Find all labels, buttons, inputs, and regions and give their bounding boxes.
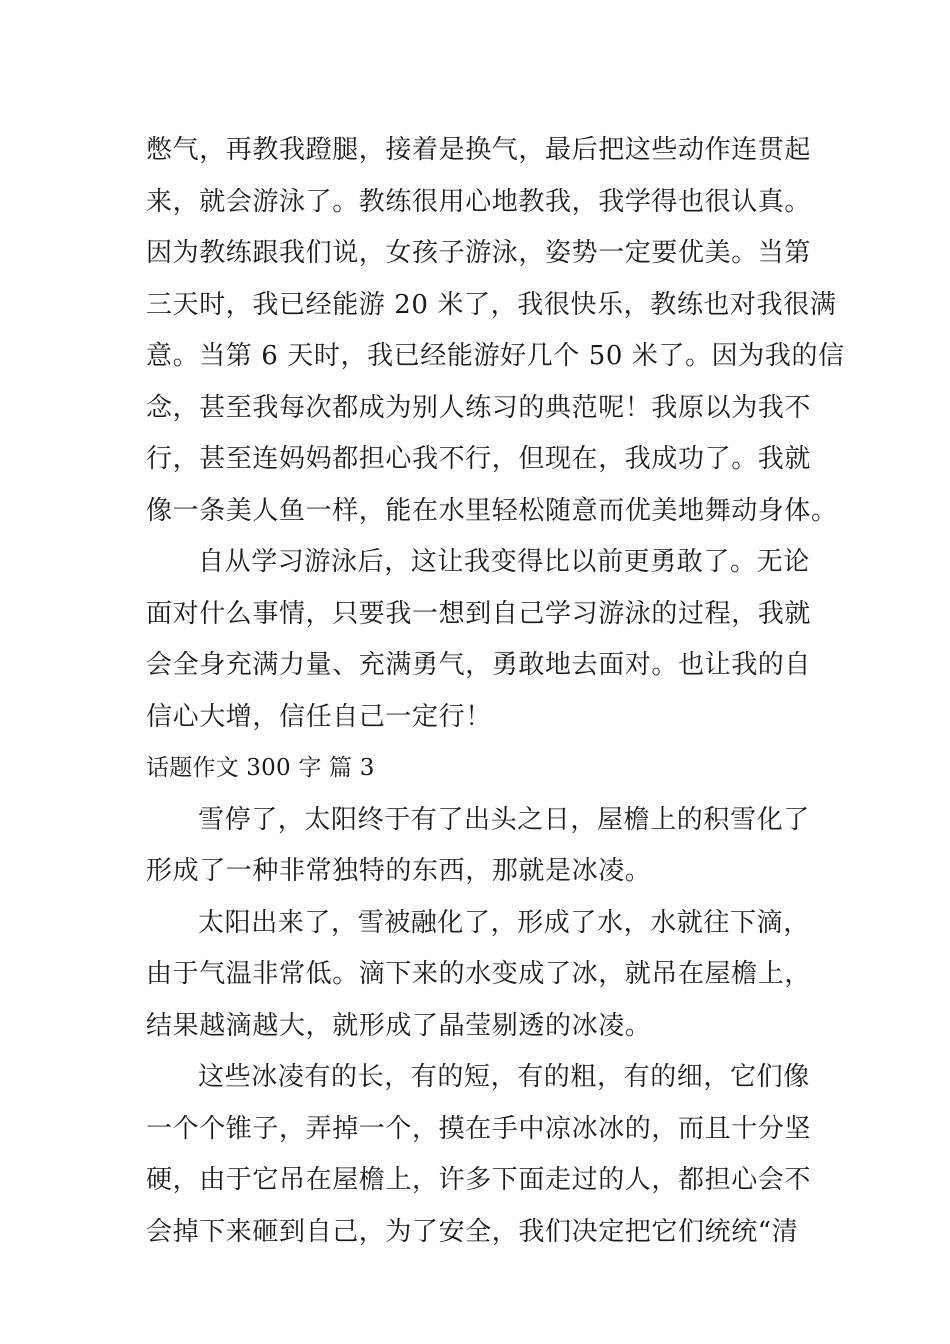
text-line: 因为教练跟我们说，女孩子游泳，姿势一定要优美。当第 [146,238,812,268]
paragraph-first-line: 雪停了，太阳终于有了出头之日，屋檐上的积雪化了 [198,805,810,835]
section-heading: 话题作文 300 字 篇 3 [146,755,375,781]
text-line: 意。当第 6 天时，我已经能游好几个 50 米了。因为我的信 [146,341,845,371]
text-line: 结果越滴越大，就形成了晶莹剔透的冰凌。 [146,1011,652,1041]
text-line: 由于气温非常低。滴下来的水变成了冰，就吊在屋檐上， [146,959,812,989]
paragraph-first-line: 太阳出来了，雪被融化了，形成了水，水就往下滴， [198,908,810,938]
paragraph-first-line: 自从学习游泳后，这让我变得比以前更勇敢了。无论 [198,547,810,577]
text-line: 三天时，我已经能游 20 米了，我很快乐，教练也对我很满 [146,290,837,320]
text-line: 来，就会游泳了。教练很用心地教我，我学得也很认真。 [146,187,812,217]
text-line: 像一条美人鱼一样，能在水里轻松随意而优美地舞动身体。 [146,496,838,526]
text-line: 面对什么事情，只要我一想到自己学习游泳的过程，我就 [146,599,812,629]
text-line: 会掉下来砸到自己，为了安全，我们决定把它们统统“清 [146,1217,799,1247]
text-line: 信心大增，信任自己一定行！ [146,702,492,732]
text-line: 形成了一种非常独特的东西，那就是冰凌。 [146,856,652,886]
text-line: 念，甚至我每次都成为别人练习的典范呢！我原以为我不 [146,393,812,423]
text-line: 会全身充满力量、充满勇气，勇敢地去面对。也让我的自 [146,650,812,680]
text-line: 行，甚至连妈妈都担心我不行，但现在，我成功了。我就 [146,444,812,474]
text-line: 憋气，再教我蹬腿，接着是换气，最后把这些动作连贯起 [146,135,812,165]
text-line: 硬，由于它吊在屋檐上，许多下面走过的人，都担心会不 [146,1165,812,1195]
paragraph-first-line: 这些冰凌有的长，有的短，有的粗，有的细，它们像 [198,1062,810,1092]
text-line: 一个个锥子，弄掉一个，摸在手中凉冰冰的，而且十分坚 [146,1114,812,1144]
